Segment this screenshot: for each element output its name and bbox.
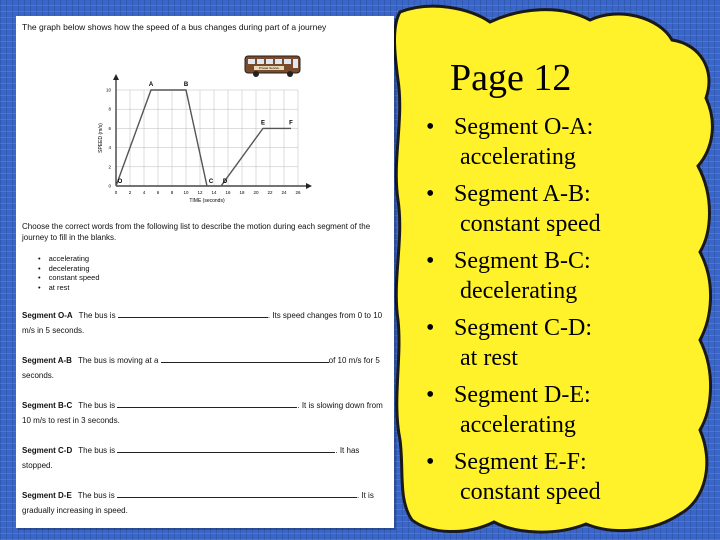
- bullet-item: • Segment O-A: accelerating: [426, 114, 594, 170]
- point-label-f: F: [289, 120, 293, 127]
- point-label-e: E: [260, 120, 266, 127]
- x-tick-label: 26: [295, 190, 301, 195]
- word-option: • at rest: [38, 283, 100, 293]
- bullet-item: • Segment C-D: at rest: [426, 315, 592, 371]
- bullet-item: • Segment A-B: constant speed: [426, 181, 601, 237]
- y-axis-label: SPEED (m/s): [98, 123, 104, 153]
- point-label-a: A: [148, 82, 154, 88]
- word-option: • accelerating: [38, 254, 100, 264]
- x-tick-label: 8: [170, 190, 174, 195]
- x-tick-label: 6: [156, 190, 160, 195]
- y-tick-label: 2: [108, 164, 111, 170]
- bullet-item: • Segment D-E: accelerating: [426, 382, 591, 438]
- x-axis-label: TIME (seconds): [189, 198, 225, 204]
- point-label-o: O: [117, 179, 123, 185]
- bullet-item: • Segment B-C: decelerating: [426, 248, 591, 304]
- bus-sign: Private Service: [258, 66, 280, 71]
- segment-ab-question: Segment A-B The bus is moving at a of 10 m/s for 5 seconds.: [22, 356, 380, 380]
- word-option: • constant speed: [38, 273, 100, 283]
- x-tick-label: 18: [239, 190, 245, 195]
- x-tick-label: 0: [114, 190, 118, 195]
- x-tick-label: 20: [253, 190, 259, 195]
- x-tick-label: 2: [128, 190, 132, 195]
- x-tick-label: 14: [211, 190, 217, 195]
- worksheet-image: [16, 16, 394, 528]
- x-tick-label: 12: [197, 190, 203, 195]
- answer-blank-oa[interactable]: [118, 309, 268, 318]
- point-label-c: C: [208, 179, 214, 185]
- y-axis-arrow: [113, 74, 119, 80]
- segment-de-question: Segment D-E The bus is . It is gradually increasing in speed.: [22, 491, 374, 515]
- y-tick-label: 6: [108, 125, 111, 131]
- speed-line: [116, 90, 291, 186]
- x-axis-arrow: [306, 183, 312, 189]
- point-label-b: B: [183, 82, 189, 88]
- segment-oa-question: Segment O-A The bus is . Its speed changes from 0 to 10 m/s in 5 seconds.: [22, 311, 383, 335]
- x-tick-label: 22: [267, 190, 273, 195]
- answer-blank-de[interactable]: [117, 489, 357, 498]
- x-tick-label: 4: [142, 190, 146, 195]
- worksheet-title: The graph below shows how the speed of a bus changes during part of a journey: [22, 22, 327, 32]
- y-tick-label: 0: [108, 183, 111, 189]
- graph-ticks: [106, 88, 301, 196]
- bullet-item: • Segment E-F: constant speed: [426, 449, 601, 505]
- answer-blank-cd[interactable]: [117, 444, 335, 453]
- x-tick-label: 16: [225, 190, 231, 195]
- instructions: Choose the correct words from the following list to describe the motion during each segment of the journey to fill in the blanks.: [22, 222, 371, 242]
- y-tick-label: 4: [108, 145, 111, 151]
- point-label-d: D: [222, 179, 228, 185]
- answer-blank-ab[interactable]: [161, 354, 329, 363]
- segment-cd-question: Segment C-D The bus is . It has stopped.: [22, 446, 360, 470]
- x-tick-label: 24: [281, 190, 287, 195]
- word-option: • decelerating: [38, 264, 100, 274]
- graph-axes: [113, 74, 312, 189]
- segment-bc-question: Segment B-C The bus is . It is slowing down from 10 m/s to rest in 3 seconds.: [22, 401, 383, 425]
- graph-grid: [116, 90, 298, 186]
- speed-time-graph: [16, 74, 316, 224]
- y-tick-label: 10: [105, 87, 111, 93]
- answer-bullet-list: [424, 112, 714, 514]
- word-options-list: [38, 254, 100, 292]
- slide-title: Page 12: [450, 57, 572, 99]
- x-tick-label: 10: [183, 190, 189, 195]
- y-tick-label: 8: [108, 106, 111, 112]
- answer-blank-bc[interactable]: [117, 399, 297, 408]
